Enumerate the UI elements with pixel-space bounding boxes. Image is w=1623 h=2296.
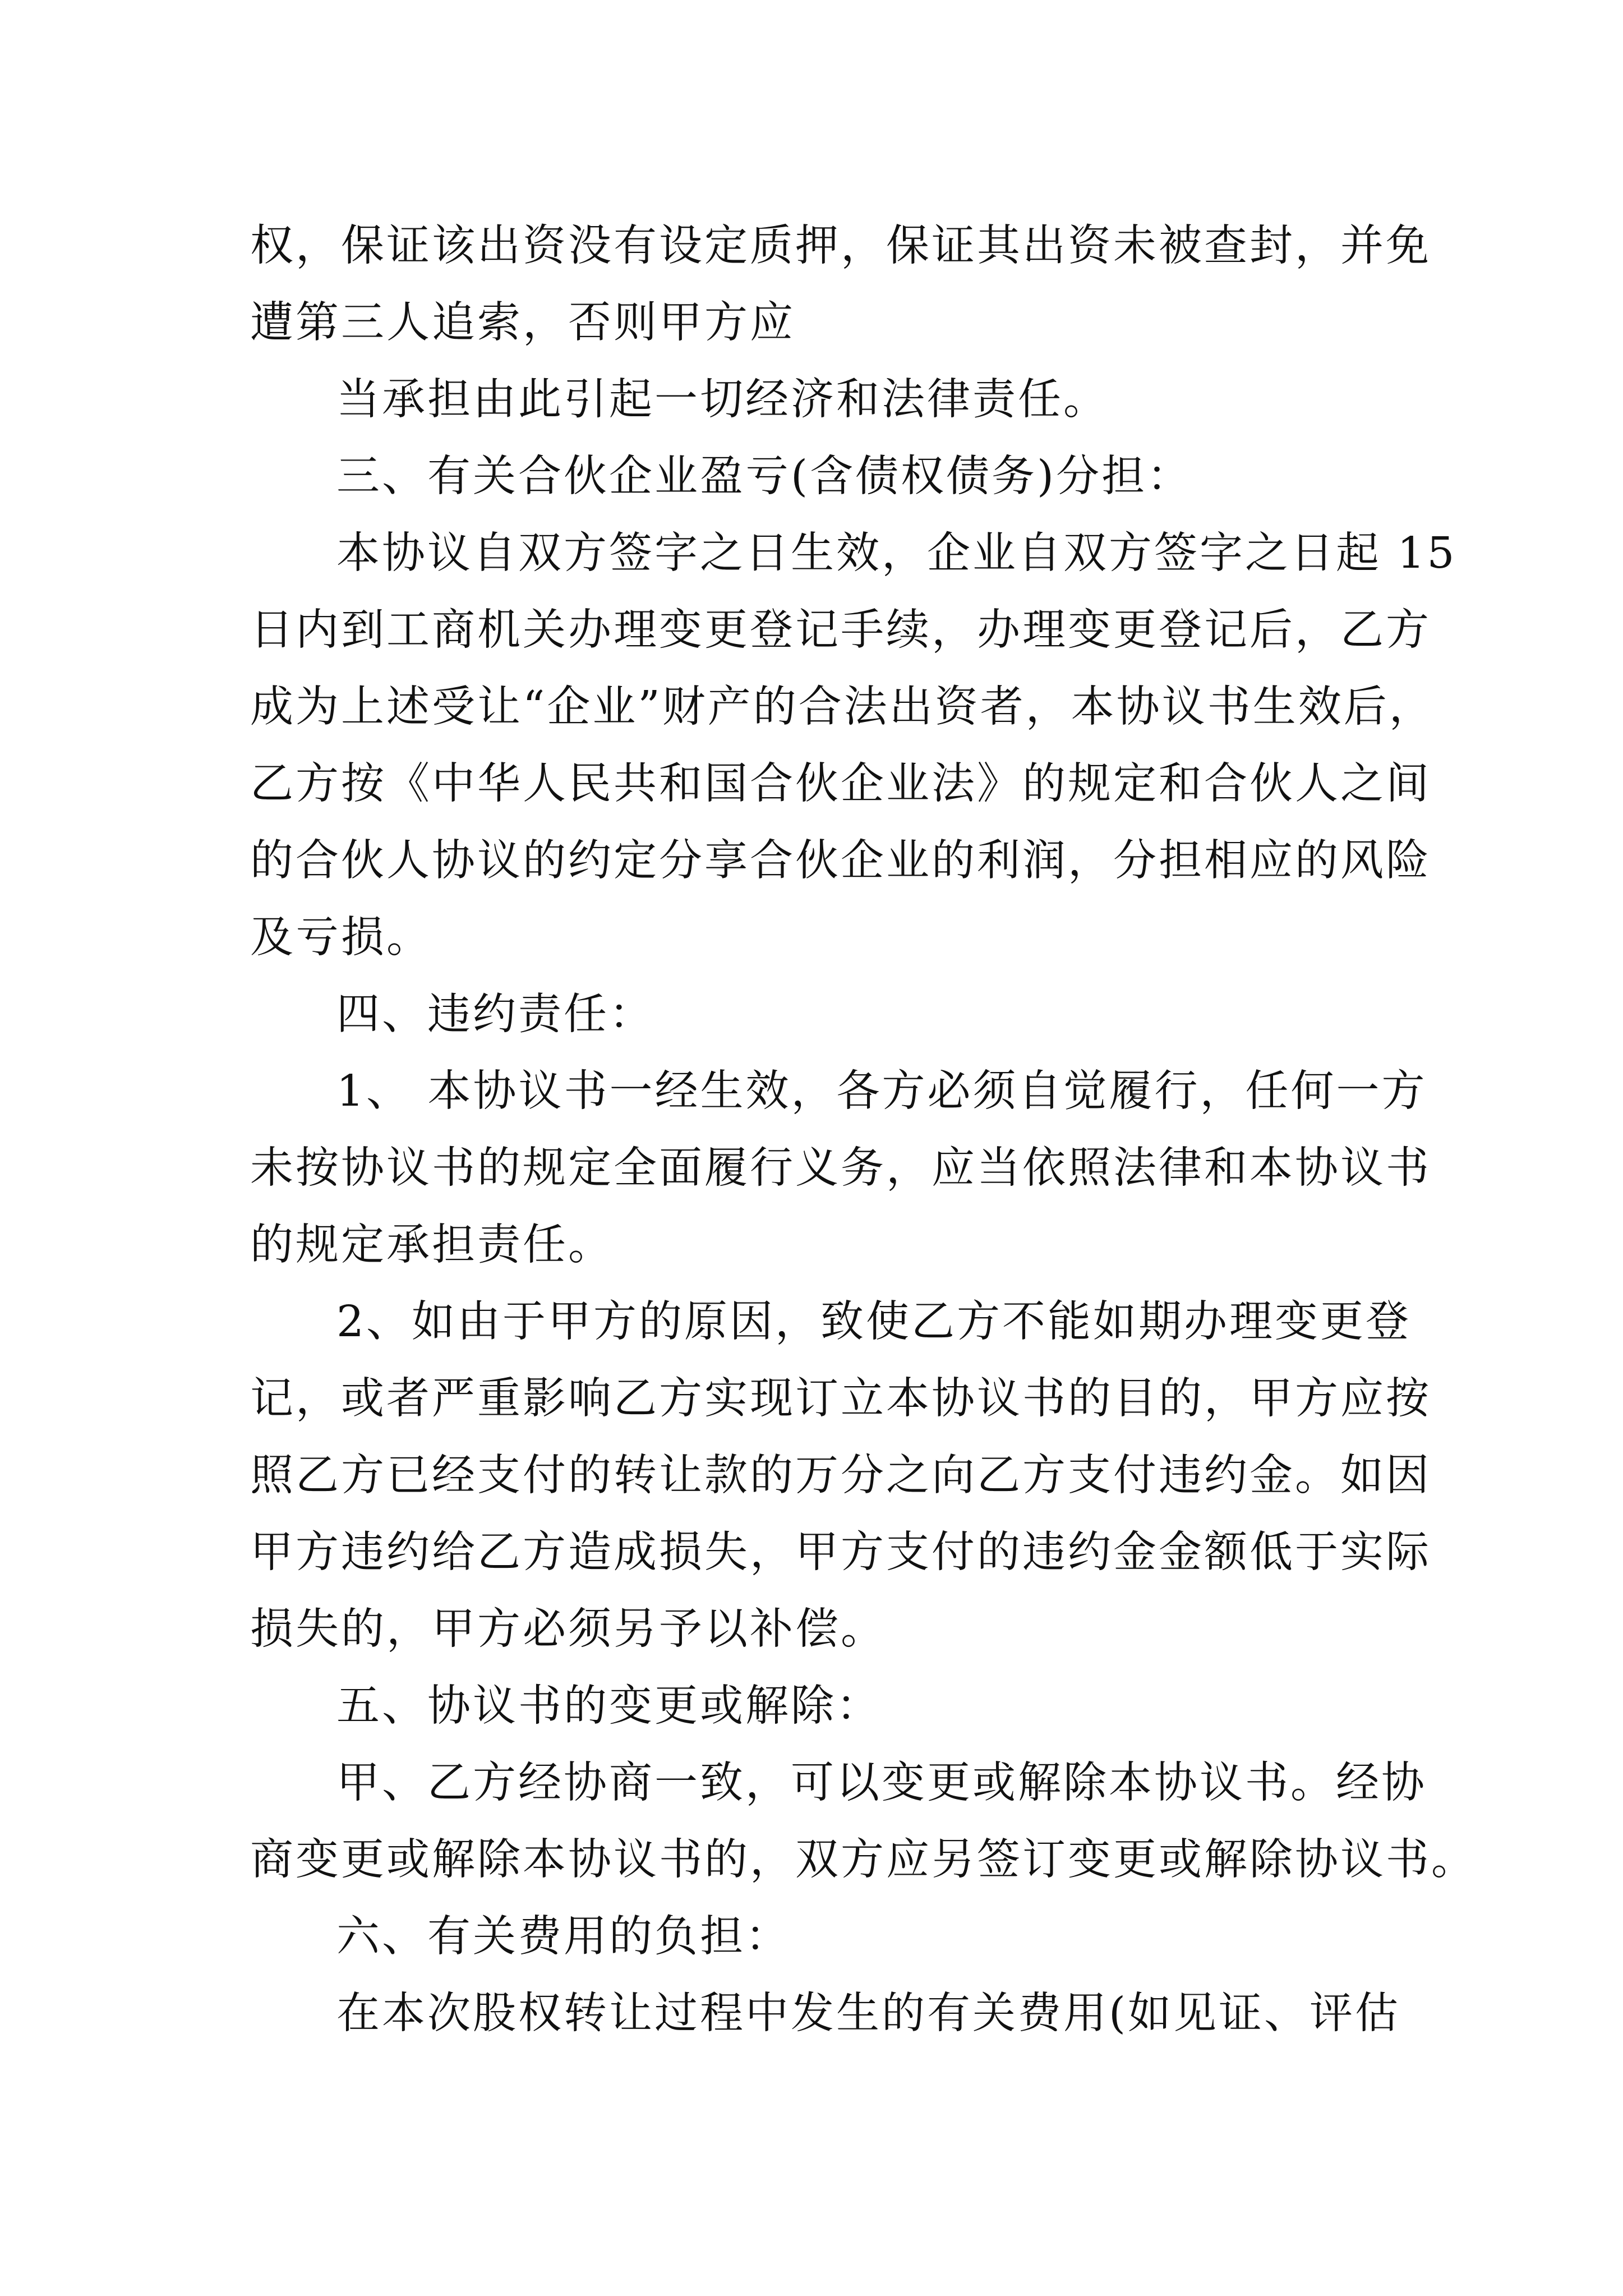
text-line: 当承担由此引起一切经济和法律责任。 [336, 375, 1109, 425]
text-line: 的合伙人协议的约定分享合伙企业的利润，分担相应的风险 [250, 836, 1431, 886]
text-line: 甲方违约给乙方造成损失，甲方支付的违约金金额低于实际 [250, 1527, 1431, 1577]
text-line: 记，或者严重影响乙方实现订立本协议书的目的，甲方应按 [250, 1374, 1431, 1424]
text-line: 照乙方已经支付的转让款的万分之向乙方支付违约金。如因 [250, 1451, 1431, 1501]
text-line: 商变更或解除本协议书的，双方应另签订变更或解除协议书。 [250, 1835, 1477, 1885]
text-line: 乙方按《中华人民共和国合伙企业法》的规定和合伙人之间 [250, 759, 1431, 809]
section-heading-3: 三、有关合伙企业盈亏(含债权债务)分担： [336, 452, 1193, 501]
section-heading-6: 六、有关费用的负担： [336, 1912, 791, 1962]
text-line: 本协议自双方签字之日生效，企业自双方签字之日起 15 [336, 528, 1457, 578]
text-line: 1、 本协议书一经生效，各方必须自觉履行，任何一方 [336, 1066, 1427, 1116]
section-heading-5: 五、协议书的变更或解除： [336, 1681, 882, 1731]
text-line: 损失的，甲方必须另予以补偿。 [250, 1604, 886, 1654]
text-line: 遭第三人追索，否则甲方应 [250, 298, 795, 348]
text-line: 成为上述受让“企业”财产的合法出资者，本协议书生效后， [250, 682, 1435, 732]
text-line: 及亏损。 [250, 913, 432, 963]
document-body [250, 208, 1477, 2052]
text-line: 未按协议书的规定全面履行义务，应当依照法律和本协议书 [250, 1143, 1431, 1193]
text-line: 的规定承担责任。 [250, 1220, 614, 1270]
text-line: 甲、乙方经协商一致，可以变更或解除本协议书。经协 [336, 1758, 1427, 1808]
text-line: 日内到工商机关办理变更登记手续，办理变更登记后，乙方 [250, 605, 1431, 655]
text-line: 2、如由于甲方的原因，致使乙方不能如期办理变更登 [336, 1297, 1411, 1347]
text-line: 权，保证该出资没有设定质押，保证其出资未被查封，并免 [250, 221, 1431, 271]
section-heading-4: 四、违约责任： [336, 990, 654, 1039]
text-line: 在本次股权转让过程中发生的有关费用(如见证、评估 [336, 1989, 1401, 2039]
